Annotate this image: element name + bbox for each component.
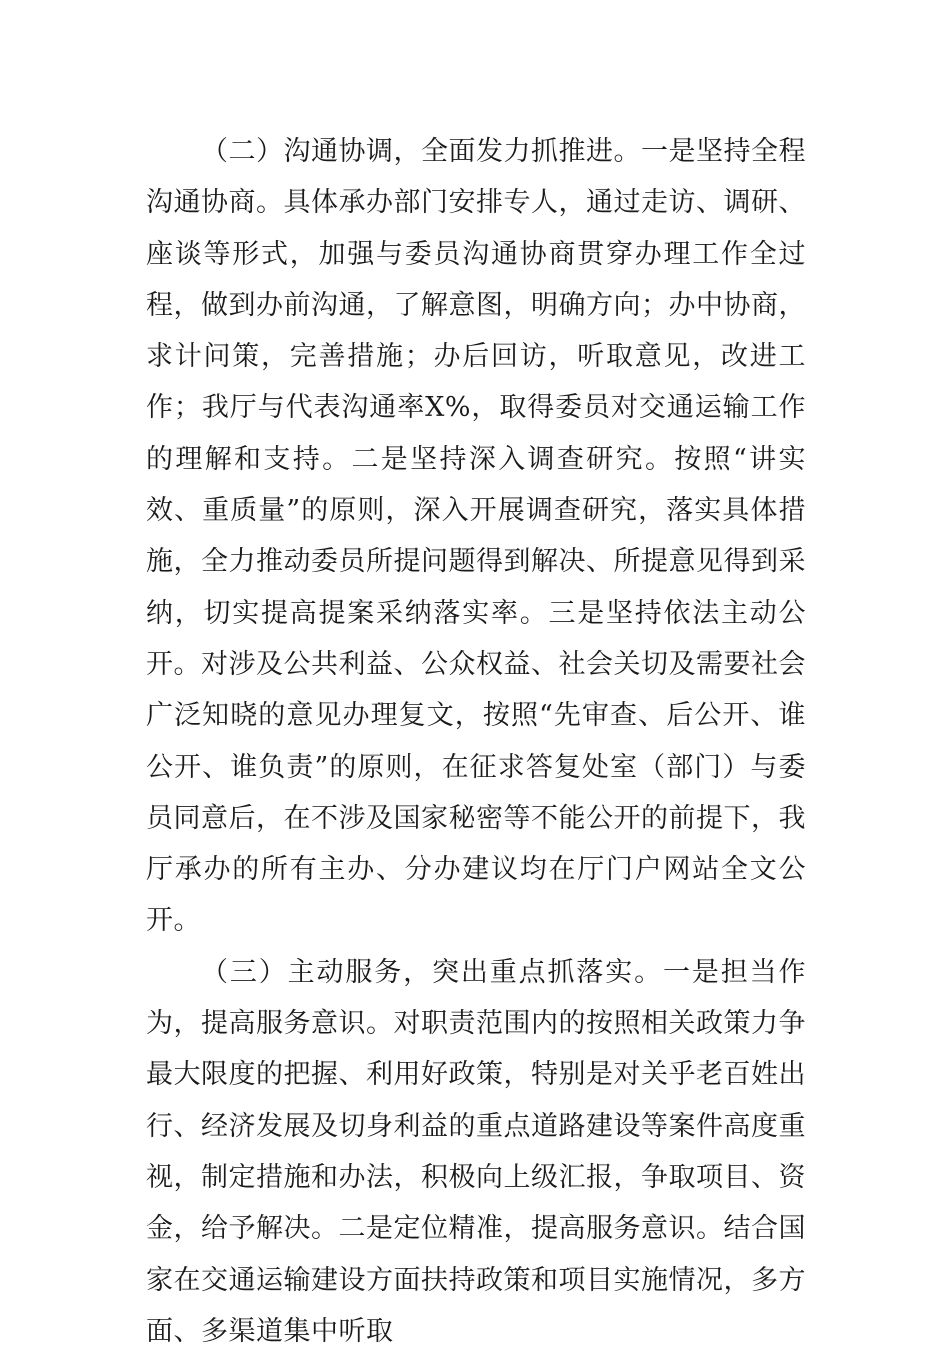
document-body: [146, 126, 806, 1357]
paragraph-communication-coordination: （二）沟通协调，全面发力抓推进。一是坚持全程沟通协商。具体承办部门安排专人，通过走访、调研、座谈等形式，加强与委员沟通协商贯穿办理工作全过程，做到办前沟通，了解意图，明确方向；办中协商，求计问策，完善措施；办后回访，听取意见，改进工作；我厅与代表沟通率X%，取得委员对交通运输工作的理解和支持。二是坚持深入调查研究。按照“讲实效、重质量”的原则，深入开展调查研究，落实具体措施，全力推动委员所提问题得到解决、所提意见得到采纳，切实提高提案采纳落实率。三是坚持依法主动公开。对涉及公共利益、公众权益、社会关切及需要社会广泛知晓的意见办理复文，按照“先审查、后公开、谁公开、谁负责”的原则，在征求答复处室（部门）与委员同意后，在不涉及国家秘密等不能公开的前提下，我厅承办的所有主办、分办建议均在厅门户网站全文公开。: [146, 136, 806, 937]
paragraph-active-service: （三）主动服务，突出重点抓落实。一是担当作为，提高服务意识。对职责范围内的按照相关政策力争最大限度的把握、利用好政策，特别是对关乎老百姓出行、经济发展及切身利益的重点道路建设等案件高度重视，制定措施和办法，积极向上级汇报，争取项目、资金，给予解决。二是定位精准，提高服务意识。结合国家在交通运输建设方面扶持政策和项目实施情况，多方面、多渠道集中听取: [146, 956, 806, 1347]
